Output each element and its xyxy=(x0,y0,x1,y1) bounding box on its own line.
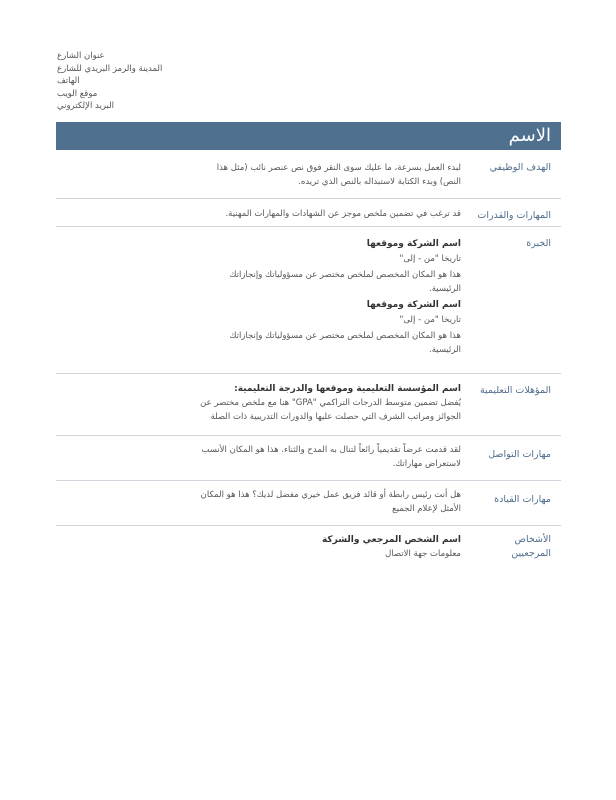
street-address: عنوان الشارع xyxy=(57,51,105,61)
reference-contact: معلومات جهة الاتصال xyxy=(385,549,461,559)
section-objective xyxy=(56,151,561,199)
job-1-company: اسم الشركة وموقعها xyxy=(366,239,461,249)
job-2-company: اسم الشركة وموقعها xyxy=(366,300,461,310)
section-content xyxy=(56,237,461,373)
city-zip: المدينة والرمز البريدي للشارع xyxy=(57,63,163,74)
leadership-line-1: هل أنت رئيس رابطة أو قائد فريق عمل خيري مفضل لديك؟ هذا هو المكان xyxy=(200,490,461,500)
section-content xyxy=(56,207,461,226)
section-references xyxy=(56,526,561,571)
job-1-desc-1: هذا هو المكان المخصص لملخص مختصر عن مسؤولياتك وإنجازاتك xyxy=(229,270,461,280)
section-skills xyxy=(56,199,561,227)
objective-line-1: لبدء العمل بسرعة، ما عليك سوى النقر فوق نص عنصر نائب (مثل هذا xyxy=(216,163,461,173)
education-line-1: يُفضل تضمين متوسط الدرجات التراكمي "GPA" هنا مع ملخص مختصر عن xyxy=(200,398,461,408)
section-label: الخبرة xyxy=(526,238,551,249)
job-1-desc-2: الرئيسية. xyxy=(429,284,461,294)
section-content xyxy=(56,382,461,435)
section-content xyxy=(56,443,461,480)
section-leadership xyxy=(56,481,561,526)
section-communication xyxy=(56,436,561,481)
phone: الهاتف xyxy=(57,76,80,86)
job-2-dates: تاريخا "من - إلى" xyxy=(399,315,461,325)
contact-block xyxy=(57,50,307,113)
section-content xyxy=(56,488,461,525)
education-institution: اسم المؤسسة التعليمية وموقعها والدرجة التعليمية: xyxy=(234,384,461,394)
section-label xyxy=(461,533,561,571)
communication-line-1: لقد قدمت عرضاً تقديمياً رائعاً لتنال به المدح والثناء. هذا هو المكان الأنسب xyxy=(201,445,461,455)
leadership-line-2: الأمثل لإعلام الجميع xyxy=(392,504,461,514)
section-content xyxy=(56,161,461,198)
skills-text: قد ترغب في تضمين ملخص موجز عن الشهادات والمهارات المهنية. xyxy=(225,209,461,219)
reference-name: اسم الشخص المرجعي والشركة xyxy=(321,535,461,545)
job-2-desc-2: الرئيسية. xyxy=(429,345,461,355)
email: البريد الإلكتروني xyxy=(57,101,115,111)
education-line-2: الجوائز ومراتب الشرف التي حصلت عليها والدورات التدريبية ذات الصلة xyxy=(210,412,461,422)
name-header xyxy=(56,122,561,150)
references-label-line-2: المرجعيين xyxy=(511,548,551,559)
section-content xyxy=(56,533,461,571)
objective-line-2: النص) وبدء الكتابة لاستبداله بالنص الذي تريده. xyxy=(298,177,461,187)
section-label: مهارات القيادة xyxy=(494,494,551,505)
section-label: المهارات والقدرات xyxy=(477,210,551,221)
section-label: المؤهلات التعليمية xyxy=(479,385,551,396)
job-1-dates: تاريخا "من - إلى" xyxy=(399,254,461,264)
references-label-line-1: الأشخاص xyxy=(514,534,551,545)
communication-line-2: لاستعراض مهاراتك. xyxy=(392,459,461,469)
section-label: الهدف الوظيفي xyxy=(489,162,551,173)
resume-sections xyxy=(56,151,561,571)
job-2-desc-1: هذا هو المكان المخصص لملخص مختصر عن مسؤولياتك وإنجازاتك xyxy=(229,331,461,341)
name-text: الاسم xyxy=(508,125,551,146)
section-education xyxy=(56,374,561,436)
section-label: مهارات التواصل xyxy=(488,449,551,460)
section-experience xyxy=(56,227,561,374)
website: موقع الويب xyxy=(57,88,98,99)
